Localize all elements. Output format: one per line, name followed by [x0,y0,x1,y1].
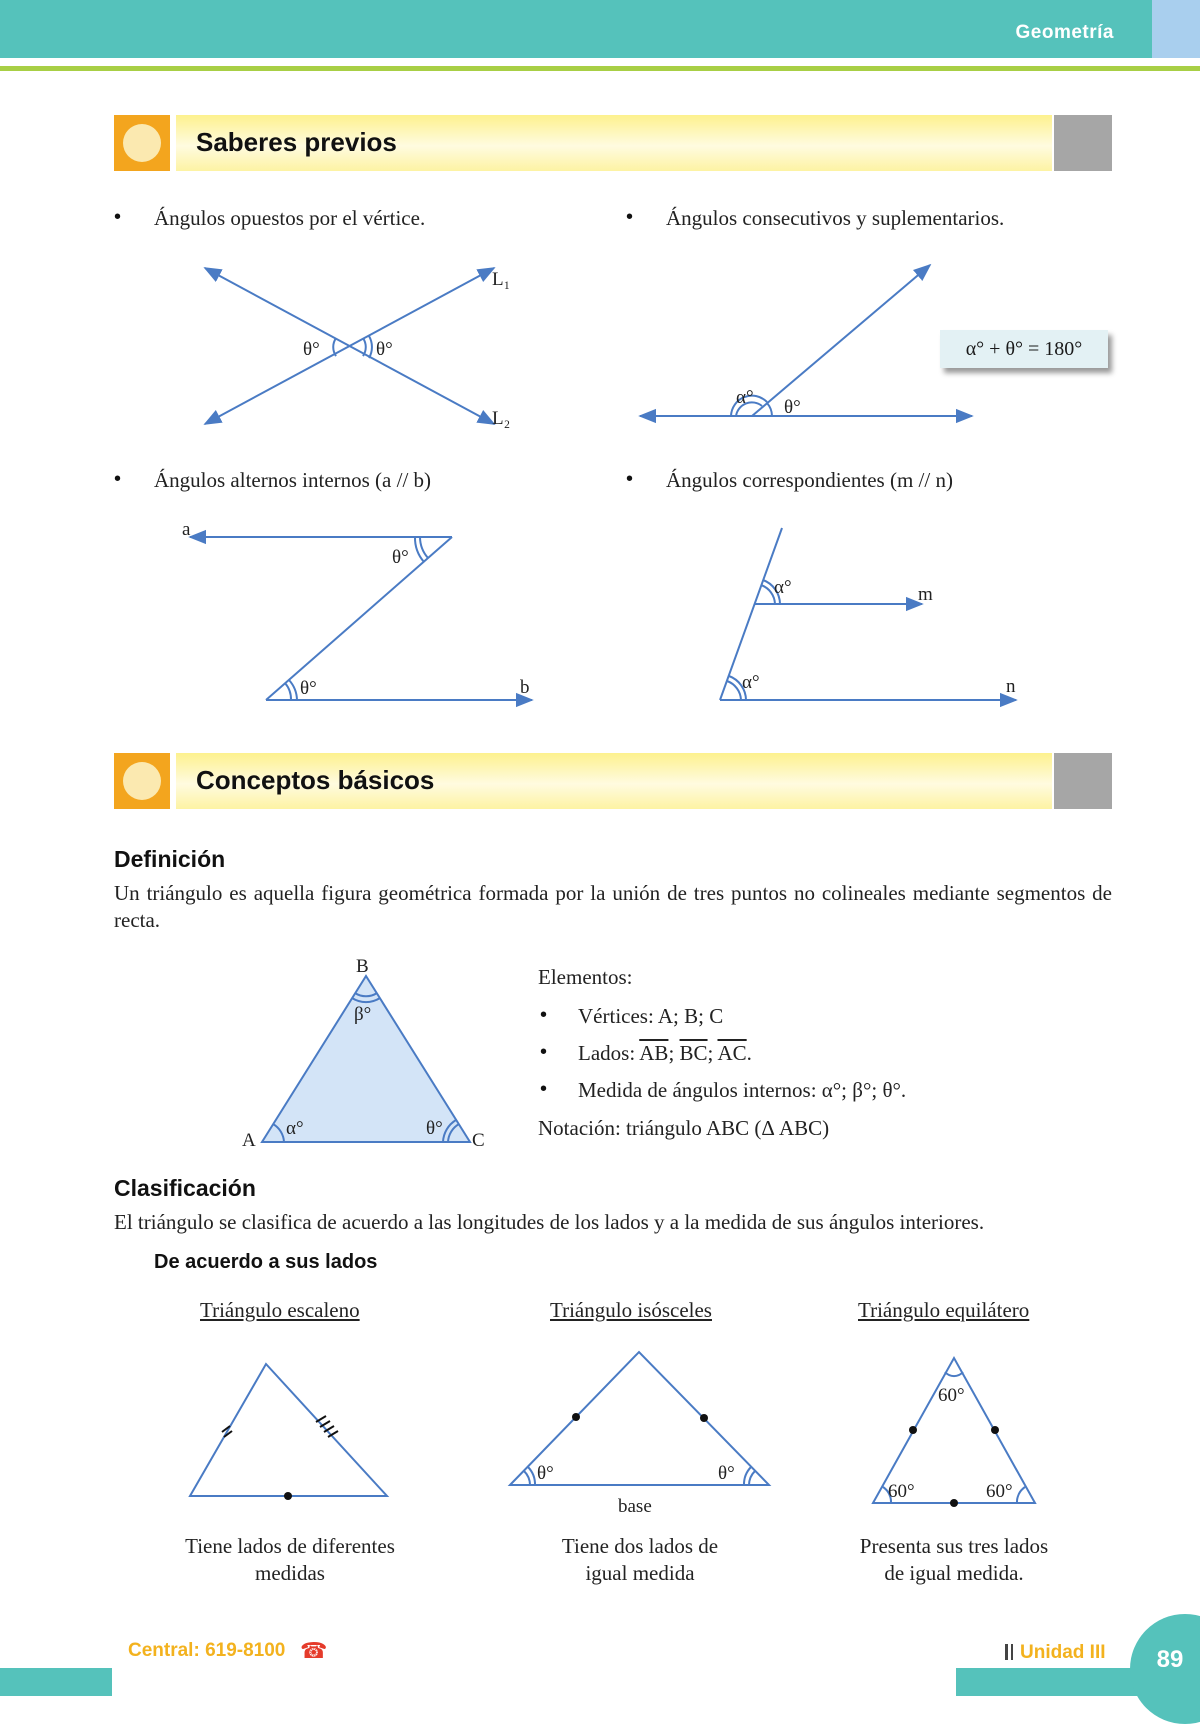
desc-equilatero: Presenta sus tres lados de igual medida. [859,1534,1049,1585]
label-beta: β° [354,1004,372,1025]
label-theta: θ° [537,1463,554,1484]
item-consecutivos: Ángulos consecutivos y suplementarios. [666,206,1005,230]
label-alpha: α° [742,672,760,693]
section-bar-conceptos [114,753,1112,809]
definicion-text: Un triángulo es aquella figura geométrica formada por la unión de tres puntos no colineales mediante segmentos de recta. [114,881,1112,932]
line-oblique [752,265,930,416]
label-l1: L₁ [492,269,511,290]
footer-central: Central: 619-8100 [128,1640,286,1661]
page-number: 89 [1156,1646,1184,1673]
label-l2: L₂ [492,408,511,429]
label-theta: θ° [784,397,801,418]
clasificacion-heading: Clasificación [114,1175,256,1201]
bullet: • [114,468,122,490]
medida-text: Medida de ángulos internos: α°; β°; θ°. [578,1078,907,1102]
label-theta: θ° [300,678,317,699]
side-bc: $\overline{BC}$ [679,1041,708,1065]
phone-icon: ☎ [300,1638,328,1663]
label-sixty: 60° [888,1481,915,1502]
footer-bar-left [0,1668,112,1696]
label-vertex-c: C [472,1130,485,1151]
label-base: base [618,1496,652,1517]
notacion-text: Notación: triángulo ABC (Δ ABC) [538,1116,830,1140]
footer-unidad: Unidad III [1020,1642,1106,1663]
label-theta: θ° [376,339,393,360]
bullet: • [540,1004,548,1026]
bullet: • [114,206,122,228]
section-title-conceptos: Conceptos básicos [196,765,435,795]
label-b: b [520,677,530,698]
bullet: • [626,468,634,490]
label-sixty: 60° [986,1481,1013,1502]
label-vertex-b: B [356,956,369,977]
tipo-isosceles: Triángulo isósceles [550,1298,712,1322]
label-a: a [182,519,191,540]
vertices-text: Vértices: A; B; C [578,1004,724,1028]
label-theta: θ° [303,339,320,360]
clasificacion-text: El triángulo se clasifica de acuerdo a las longitudes de los lados y a la medida de sus ángulos interiores. [114,1210,985,1234]
side-ab: $\overline{AB}$ [639,1041,669,1065]
label-vertex-a: A [242,1130,256,1151]
angle-arc [369,336,372,358]
item-opuestos: Ángulos opuestos por el vértice. [154,206,426,230]
definicion-heading: Definición [114,846,226,872]
label-theta: θ° [718,1463,735,1484]
formula-box: α° + θ° = 180° [940,330,1108,368]
label-m: m [918,584,933,605]
label-theta: θ° [426,1118,443,1139]
item-correspondientes: Ángulos correspondientes (m // n) [666,468,953,492]
de-acuerdo-heading: De acuerdo a sus lados [154,1251,378,1273]
item-alternos: Ángulos alternos internos (a // b) [154,468,432,492]
tipo-escaleno: Triángulo escaleno [200,1298,360,1322]
desc-isosceles: Tiene dos lados de igual medida [561,1534,719,1585]
angle-arc [363,338,366,356]
bullet: • [540,1078,548,1100]
lados-text: Lados: $\overline{AB}$; $\overline{BC}$; $\overline{AC}$. [578,1041,752,1065]
desc-escaleno: Tiene lados de diferentes medidas [185,1534,395,1585]
unidad-bars-icon [1005,1644,1013,1660]
diagram-labels [182,269,1016,699]
tipo-equilatero: Triángulo equilátero [858,1298,1030,1322]
label-n: n [1006,676,1016,697]
label-alpha: α° [736,387,754,408]
bullet: • [626,206,634,228]
label-theta: θ° [392,547,409,568]
triangle-escaleno [190,1364,387,1496]
angle-arc [767,403,772,416]
label-sixty: 60° [938,1385,965,1406]
angle-arc [333,338,336,356]
label-alpha: α° [286,1118,304,1139]
label-alpha: α° [774,577,792,598]
bullet: • [540,1041,548,1063]
side-ac: $\overline{AC}$ [717,1041,747,1065]
section-title-saberes: Saberes previos [196,127,397,157]
header-title: Geometría [1015,22,1114,43]
angle-arc [420,537,428,558]
elementos-title: Elementos: [538,965,633,989]
angle-arc [285,683,291,700]
